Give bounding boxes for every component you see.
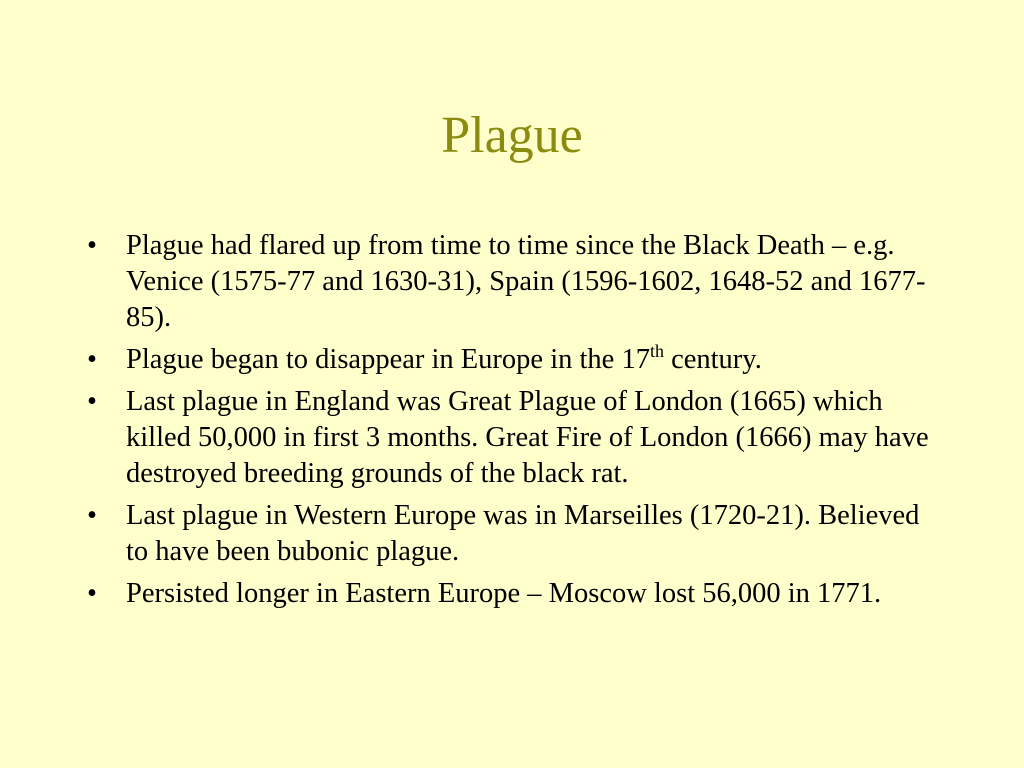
- bullet-marker: •: [87, 230, 97, 261]
- bullet-item-3: [82, 384, 942, 492]
- bullet-marker: •: [87, 386, 97, 417]
- bullet-list: [82, 228, 942, 618]
- bullet-item-2: [82, 342, 942, 378]
- bullet-marker: •: [87, 500, 97, 531]
- bullet-text-after: century.: [663, 344, 762, 375]
- bullet-item-4: [82, 498, 942, 570]
- bullet-text: Last plague in England was Great Plague of London (1665) which killed 50,000 in first 3 months. Great Fire of London (1666) may have destroyed breeding grounds of the black rat.: [126, 386, 929, 489]
- bullet-item-5: [82, 576, 942, 612]
- bullet-marker: •: [87, 344, 97, 375]
- bullet-text: Last plague in Western Europe was in Marseilles (1720-21). Believed to have been bubonic plague.: [126, 500, 920, 567]
- slide-title: Plague: [441, 107, 583, 164]
- bullet-item-1: [82, 228, 942, 336]
- bullet-superscript: th: [649, 341, 664, 361]
- bullet-text: Plague began to disappear in Europe in the 17: [126, 344, 650, 375]
- bullet-marker: •: [87, 578, 97, 609]
- bullet-text: Persisted longer in Eastern Europe – Moscow lost 56,000 in 1771.: [126, 578, 882, 609]
- bullet-text: Plague had flared up from time to time since the Black Death – e.g. Venice (1575-77 and 1630-31), Spain (1596-1602, 1648-52 and 1677-85).: [126, 230, 926, 333]
